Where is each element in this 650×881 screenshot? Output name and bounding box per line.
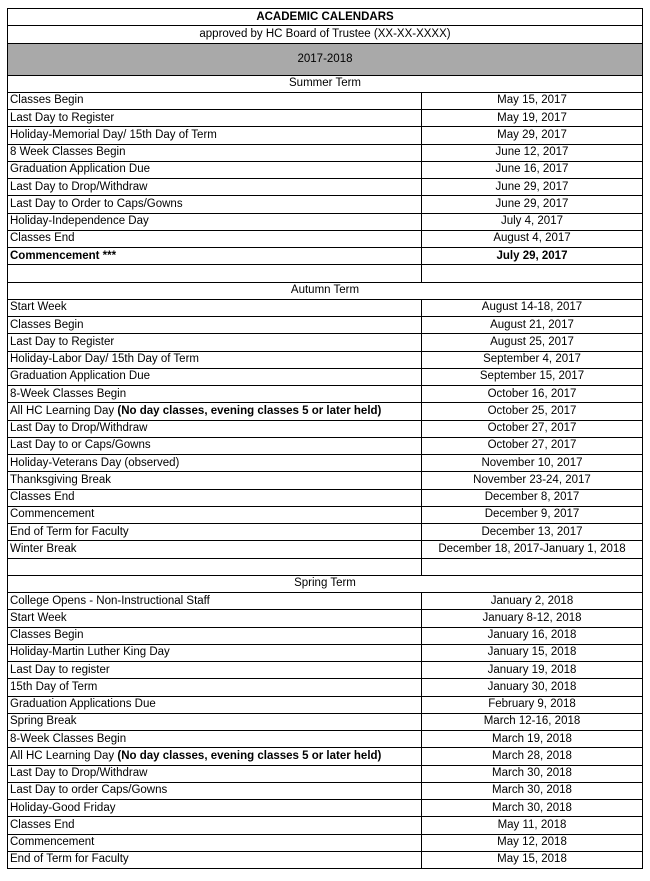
table-row bbox=[8, 455, 643, 472]
event-cell: Last Day to Drop/Withdraw bbox=[8, 179, 422, 196]
spacer-row bbox=[8, 265, 643, 282]
table-row bbox=[8, 610, 643, 627]
term-header-spring: Spring Term bbox=[8, 575, 643, 592]
table-row bbox=[8, 127, 643, 144]
date-cell: September 4, 2017 bbox=[422, 351, 643, 368]
table-row bbox=[8, 489, 643, 506]
date-cell: August 14-18, 2017 bbox=[422, 299, 643, 316]
date-cell: March 19, 2018 bbox=[422, 731, 643, 748]
date-cell: May 11, 2018 bbox=[422, 817, 643, 834]
event-cell: End of Term for Faculty bbox=[8, 851, 422, 868]
table-row bbox=[8, 713, 643, 730]
table-row bbox=[8, 472, 643, 489]
date-cell: December 9, 2017 bbox=[422, 506, 643, 523]
term-header-row bbox=[8, 75, 643, 92]
table-row bbox=[8, 248, 643, 265]
event-cell: Start Week bbox=[8, 610, 422, 627]
date-cell: October 27, 2017 bbox=[422, 420, 643, 437]
table-row bbox=[8, 782, 643, 799]
table-row bbox=[8, 541, 643, 558]
event-note: (No day classes, evening classes 5 or later held) bbox=[117, 749, 382, 762]
table-row bbox=[8, 748, 643, 765]
date-cell: June 16, 2017 bbox=[422, 161, 643, 178]
date-cell: May 29, 2017 bbox=[422, 127, 643, 144]
event-cell: Last Day to Drop/Withdraw bbox=[8, 420, 422, 437]
table-row bbox=[8, 627, 643, 644]
date-cell: May 12, 2018 bbox=[422, 834, 643, 851]
table-row bbox=[8, 179, 643, 196]
table-row bbox=[8, 765, 643, 782]
table-row bbox=[8, 161, 643, 178]
date-cell: March 28, 2018 bbox=[422, 748, 643, 765]
date-cell: February 9, 2018 bbox=[422, 696, 643, 713]
table-row bbox=[8, 731, 643, 748]
date-cell: December 13, 2017 bbox=[422, 524, 643, 541]
date-cell: January 8-12, 2018 bbox=[422, 610, 643, 627]
table-row bbox=[8, 299, 643, 316]
date-cell: July 29, 2017 bbox=[422, 248, 643, 265]
event-label: All HC Learning Day bbox=[10, 404, 118, 417]
date-cell: May 19, 2017 bbox=[422, 110, 643, 127]
table-row bbox=[8, 334, 643, 351]
year-row bbox=[8, 43, 643, 75]
date-cell: January 2, 2018 bbox=[422, 593, 643, 610]
calendar-title: ACADEMIC CALENDARS bbox=[8, 9, 643, 26]
table-row bbox=[8, 524, 643, 541]
date-cell: November 10, 2017 bbox=[422, 455, 643, 472]
table-row bbox=[8, 317, 643, 334]
event-cell: Last Day to order Caps/Gowns bbox=[8, 782, 422, 799]
table-row bbox=[8, 213, 643, 230]
spacer-row bbox=[8, 558, 643, 575]
event-cell: College Opens - Non-Instructional Staff bbox=[8, 593, 422, 610]
empty-cell bbox=[8, 558, 422, 575]
table-row bbox=[8, 800, 643, 817]
table-row bbox=[8, 696, 643, 713]
date-cell: January 19, 2018 bbox=[422, 662, 643, 679]
event-cell: Classes Begin bbox=[8, 92, 422, 109]
event-cell: Start Week bbox=[8, 299, 422, 316]
event-cell: Graduation Application Due bbox=[8, 368, 422, 385]
empty-cell bbox=[8, 265, 422, 282]
table-row bbox=[8, 230, 643, 247]
date-cell: January 16, 2018 bbox=[422, 627, 643, 644]
date-cell: March 12-16, 2018 bbox=[422, 713, 643, 730]
event-cell: Holiday-Good Friday bbox=[8, 800, 422, 817]
date-cell: August 4, 2017 bbox=[422, 230, 643, 247]
table-row bbox=[8, 679, 643, 696]
term-header-row bbox=[8, 575, 643, 592]
term-header-row bbox=[8, 282, 643, 299]
date-cell: July 4, 2017 bbox=[422, 213, 643, 230]
term-header-summer: Summer Term bbox=[8, 75, 643, 92]
date-cell: December 18, 2017-January 1, 2018 bbox=[422, 541, 643, 558]
table-row bbox=[8, 506, 643, 523]
date-cell: August 25, 2017 bbox=[422, 334, 643, 351]
date-cell: October 27, 2017 bbox=[422, 437, 643, 454]
event-cell: Holiday-Veterans Day (observed) bbox=[8, 455, 422, 472]
table-row bbox=[8, 351, 643, 368]
table-row bbox=[8, 196, 643, 213]
title-row bbox=[8, 9, 643, 26]
table-row bbox=[8, 834, 643, 851]
date-cell: January 30, 2018 bbox=[422, 679, 643, 696]
table-row bbox=[8, 644, 643, 661]
academic-calendar-table bbox=[7, 8, 643, 869]
approval-row bbox=[8, 26, 643, 43]
event-cell: Graduation Application Due bbox=[8, 161, 422, 178]
date-cell: September 15, 2017 bbox=[422, 368, 643, 385]
date-cell: May 15, 2017 bbox=[422, 92, 643, 109]
table-row bbox=[8, 92, 643, 109]
event-cell: Holiday-Memorial Day/ 15th Day of Term bbox=[8, 127, 422, 144]
event-cell: Classes End bbox=[8, 817, 422, 834]
event-label: All HC Learning Day bbox=[10, 749, 118, 762]
date-cell: October 25, 2017 bbox=[422, 403, 643, 420]
event-cell: Last Day to Drop/Withdraw bbox=[8, 765, 422, 782]
event-note: (No day classes, evening classes 5 or later held) bbox=[117, 404, 382, 417]
date-cell: June 29, 2017 bbox=[422, 179, 643, 196]
event-cell: 8 Week Classes Begin bbox=[8, 144, 422, 161]
event-cell: Classes Begin bbox=[8, 627, 422, 644]
table-row bbox=[8, 110, 643, 127]
event-cell bbox=[8, 403, 422, 420]
date-cell: August 21, 2017 bbox=[422, 317, 643, 334]
event-cell: Last Day to register bbox=[8, 662, 422, 679]
empty-cell bbox=[422, 265, 643, 282]
event-cell: Thanksgiving Break bbox=[8, 472, 422, 489]
event-cell: End of Term for Faculty bbox=[8, 524, 422, 541]
event-cell: Last Day to or Caps/Gowns bbox=[8, 437, 422, 454]
date-cell: March 30, 2018 bbox=[422, 782, 643, 799]
date-cell: June 29, 2017 bbox=[422, 196, 643, 213]
event-cell: Winter Break bbox=[8, 541, 422, 558]
table-row bbox=[8, 420, 643, 437]
event-cell: Holiday-Labor Day/ 15th Day of Term bbox=[8, 351, 422, 368]
date-cell: May 15, 2018 bbox=[422, 851, 643, 868]
event-cell: Graduation Applications Due bbox=[8, 696, 422, 713]
event-cell: 8-Week Classes Begin bbox=[8, 731, 422, 748]
date-cell: March 30, 2018 bbox=[422, 800, 643, 817]
event-cell: Last Day to Register bbox=[8, 110, 422, 127]
date-cell: November 23-24, 2017 bbox=[422, 472, 643, 489]
event-cell: Classes End bbox=[8, 489, 422, 506]
date-cell: June 12, 2017 bbox=[422, 144, 643, 161]
date-cell: January 15, 2018 bbox=[422, 644, 643, 661]
table-row bbox=[8, 817, 643, 834]
event-cell: Spring Break bbox=[8, 713, 422, 730]
academic-year: 2017-2018 bbox=[8, 43, 643, 75]
event-cell: Holiday-Martin Luther King Day bbox=[8, 644, 422, 661]
empty-cell bbox=[422, 558, 643, 575]
date-cell: October 16, 2017 bbox=[422, 386, 643, 403]
event-cell: Last Day to Register bbox=[8, 334, 422, 351]
event-cell: 8-Week Classes Begin bbox=[8, 386, 422, 403]
approval-note: approved by HC Board of Trustee (XX-XX-XXXX) bbox=[8, 26, 643, 43]
table-row bbox=[8, 386, 643, 403]
table-row bbox=[8, 662, 643, 679]
event-cell: Classes End bbox=[8, 230, 422, 247]
table-row bbox=[8, 851, 643, 868]
event-cell: Holiday-Independence Day bbox=[8, 213, 422, 230]
event-cell: Commencement bbox=[8, 506, 422, 523]
table-row bbox=[8, 144, 643, 161]
event-cell: Commencement *** bbox=[8, 248, 422, 265]
event-cell: 15th Day of Term bbox=[8, 679, 422, 696]
table-row bbox=[8, 437, 643, 454]
table-row bbox=[8, 593, 643, 610]
event-cell bbox=[8, 748, 422, 765]
event-cell: Classes Begin bbox=[8, 317, 422, 334]
table-row bbox=[8, 403, 643, 420]
term-header-autumn: Autumn Term bbox=[8, 282, 643, 299]
date-cell: December 8, 2017 bbox=[422, 489, 643, 506]
event-cell: Commencement bbox=[8, 834, 422, 851]
event-cell: Last Day to Order to Caps/Gowns bbox=[8, 196, 422, 213]
date-cell: March 30, 2018 bbox=[422, 765, 643, 782]
table-row bbox=[8, 368, 643, 385]
